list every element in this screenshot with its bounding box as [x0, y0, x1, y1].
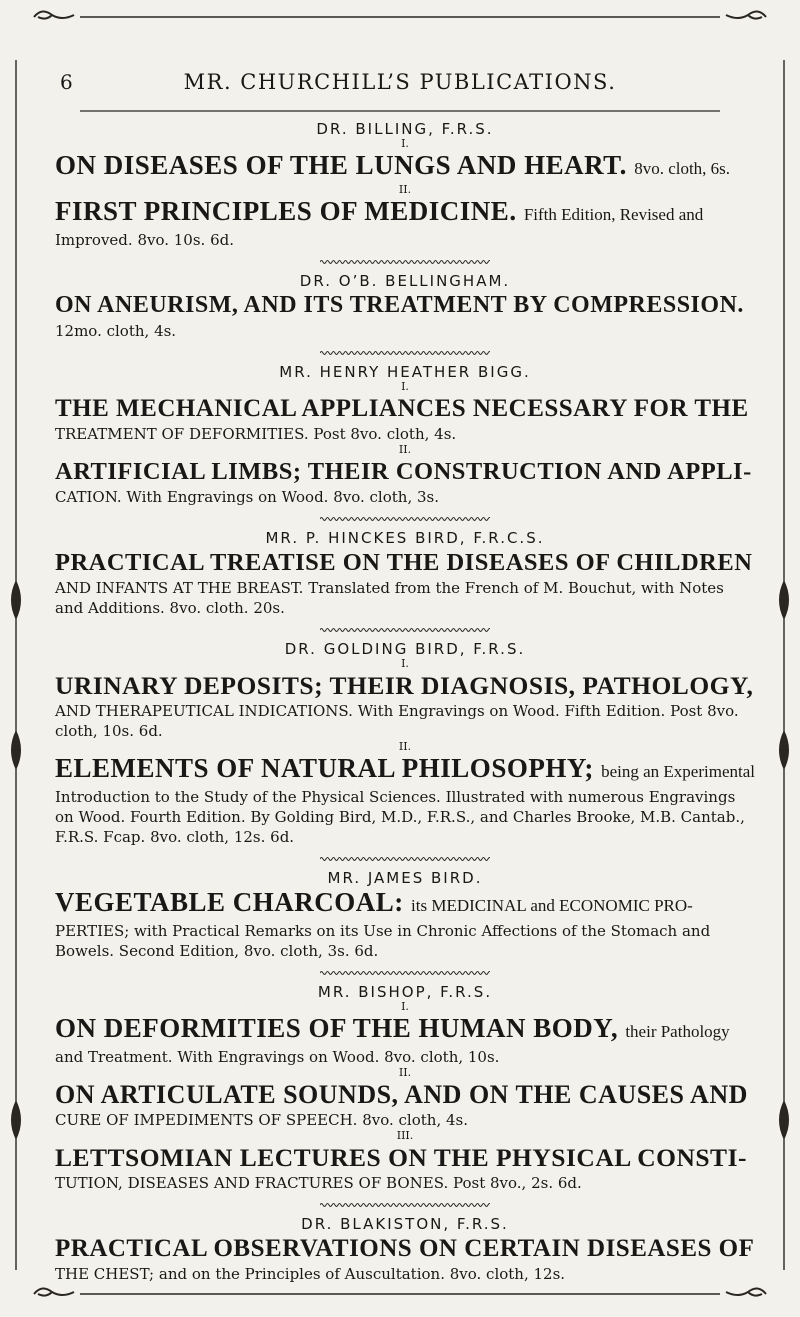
author-section — [55, 640, 755, 847]
author-section — [55, 983, 755, 1193]
publication-entry — [55, 1233, 755, 1284]
publication-title — [55, 1013, 755, 1047]
title-text: ON DEFORMITIES OF THE HUMAN BODY, — [55, 1013, 619, 1043]
publication-details: CURE OF IMPEDIMENTS OF SPEECH. 8vo. cloth, 4s. — [55, 1111, 468, 1129]
title-suffix: its MEDICINAL and ECONOMIC PRO- — [411, 896, 693, 915]
publication-entry — [55, 658, 755, 741]
title-text: ON DISEASES OF THE LUNGS AND HEART. — [55, 150, 627, 180]
publication-entry — [55, 444, 755, 507]
publication-title — [55, 393, 755, 424]
title-text: PRACTICAL TREATISE ON THE DISEASES OF CHILDREN — [55, 549, 753, 576]
author-section — [55, 120, 755, 250]
publication-entry — [55, 138, 755, 184]
author-section — [55, 529, 755, 618]
publication-title — [55, 670, 755, 701]
publication-title — [55, 753, 755, 787]
author-section — [55, 363, 755, 507]
ornamental-border-bottom — [30, 1283, 770, 1305]
publication-details: TUTION, DISEASES AND FRACTURES OF BONES. Post 8vo., 2s. 6d. — [55, 1174, 582, 1192]
title-text: VEGETABLE CHARCOAL: — [55, 887, 404, 917]
title-text: LETTSOMIAN LECTURES ON THE PHYSICAL CONSTI- — [55, 1143, 747, 1172]
ornamental-border-left — [4, 40, 28, 1290]
publication-title — [55, 1079, 755, 1110]
author-heading: DR. O’B. BELLINGHAM. — [299, 272, 511, 290]
publication-details: THE CHEST; and on the Principles of Auscultation. 8vo. cloth, 12s. — [55, 1265, 566, 1283]
author-heading: DR. BILLING, F.R.S. — [316, 120, 494, 138]
title-text: ON ARTICULATE SOUNDS, AND ON THE CAUSES AND — [55, 1080, 748, 1109]
ornamental-border-right — [772, 40, 796, 1290]
entry-numeral: I. — [401, 1000, 409, 1013]
publication-entry — [55, 290, 755, 341]
running-head — [60, 70, 740, 100]
entry-numeral: II. — [398, 443, 412, 456]
publication-details: and Treatment. With Engravings on Wood. 8vo. cloth, 10s. — [55, 1048, 500, 1066]
publication-entry — [55, 381, 755, 444]
author-heading: MR. JAMES BIRD. — [327, 869, 483, 887]
ornamental-border-top — [30, 6, 770, 28]
publication-title — [55, 196, 755, 230]
publication-title — [55, 887, 755, 921]
author-heading: DR. BLAKISTON, F.R.S. — [301, 1215, 509, 1233]
entry-numeral: I. — [401, 137, 409, 150]
publication-details: 12mo. cloth, 4s. — [55, 322, 177, 340]
title-text: ELEMENTS OF NATURAL PHILOSOPHY; — [55, 753, 594, 783]
publication-details: AND THERAPEUTICAL INDICATIONS. With Engravings on Wood. Fifth Edition. Post 8vo. cloth, 10s. 6d. — [55, 702, 739, 740]
publication-title — [55, 1142, 755, 1173]
entry-numeral: III. — [396, 1129, 414, 1142]
publication-title — [55, 150, 755, 184]
title-text: URINARY DEPOSITS; THEIR DIAGNOSIS, PATHOLOGY, — [55, 671, 754, 700]
publication-details: Introduction to the Study of the Physical Sciences. Illustrated with numerous Engravings on Wood. Fourth Edition. By Golding Bird, M.D., F.R.S., and Charles Brooke, M.B. Cantab., F.R.S. Fcap. 8vo. cloth, 12s. 6d. — [55, 788, 745, 846]
wavy-divider — [320, 1201, 490, 1209]
publication-entry — [55, 887, 755, 961]
publication-entry — [55, 1067, 755, 1130]
wavy-divider — [320, 515, 490, 523]
wavy-divider — [320, 969, 490, 977]
author-heading: MR. BISHOP, F.R.S. — [317, 983, 493, 1001]
running-title: MR. CHURCHILL’S PUBLICATIONS. — [183, 70, 617, 94]
publication-details: AND INFANTS AT THE BREAST. Translated from the French of M. Bouchut, with Notes and Additions. 8vo. cloth. 20s. — [55, 579, 724, 617]
publication-entry — [55, 547, 755, 618]
entry-numeral: I. — [401, 657, 409, 670]
head-rule — [60, 104, 740, 118]
title-text: ON ANEURISM, AND ITS TREATMENT BY COMPRESSION. — [55, 292, 744, 318]
publication-title — [55, 1233, 755, 1264]
title-text: FIRST PRINCIPLES OF MEDICINE. — [55, 196, 517, 226]
author-section — [55, 272, 755, 341]
entry-numeral: II. — [398, 183, 412, 196]
title-suffix: being an Experimental — [601, 762, 755, 781]
entry-numeral: I. — [401, 380, 409, 393]
page-number: 6 — [60, 70, 73, 94]
author-section — [55, 1215, 755, 1284]
title-text: THE MECHANICAL APPLIANCES NECESSARY FOR THE — [55, 395, 749, 422]
publication-details: PERTIES; with Practical Remarks on its Use in Chronic Affections of the Stomach and Bowels. Second Edition, 8vo. cloth, 3s. 6d. — [55, 922, 711, 960]
wavy-divider — [320, 855, 490, 863]
catalogue-listing — [55, 120, 755, 1284]
publication-details: CATION. With Engravings on Wood. 8vo. cloth, 3s. — [55, 488, 439, 506]
author-heading: MR. HENRY HEATHER BIGG. — [279, 363, 531, 381]
publication-title — [55, 290, 755, 321]
title-text: ARTIFICIAL LIMBS; THEIR CONSTRUCTION AND APPLI- — [55, 458, 752, 485]
title-suffix: 8vo. cloth, 6s. — [634, 159, 731, 178]
title-suffix: Fifth Edition, Revised and — [523, 205, 704, 224]
title-text: PRACTICAL OBSERVATIONS ON CERTAIN DISEASES OF — [55, 1235, 755, 1262]
publication-entry — [55, 184, 755, 250]
publication-entry — [55, 741, 755, 847]
author-heading: DR. GOLDING BIRD, F.R.S. — [284, 640, 526, 658]
publication-details: Improved. 8vo. 10s. 6d. — [55, 231, 234, 249]
publication-entry — [55, 1001, 755, 1067]
title-suffix: their Pathology — [625, 1022, 730, 1041]
author-heading: MR. P. HINCKES BIRD, F.R.C.S. — [265, 529, 545, 547]
wavy-divider — [320, 626, 490, 634]
entry-numeral: II. — [398, 740, 412, 753]
publication-title — [55, 547, 755, 578]
entry-numeral: II. — [398, 1066, 412, 1079]
wavy-divider — [320, 349, 490, 357]
publication-title — [55, 456, 755, 487]
publication-entry — [55, 1130, 755, 1193]
wavy-divider — [320, 258, 490, 266]
author-section — [55, 869, 755, 961]
publication-details: TREATMENT OF DEFORMITIES. Post 8vo. cloth, 4s. — [55, 425, 457, 443]
